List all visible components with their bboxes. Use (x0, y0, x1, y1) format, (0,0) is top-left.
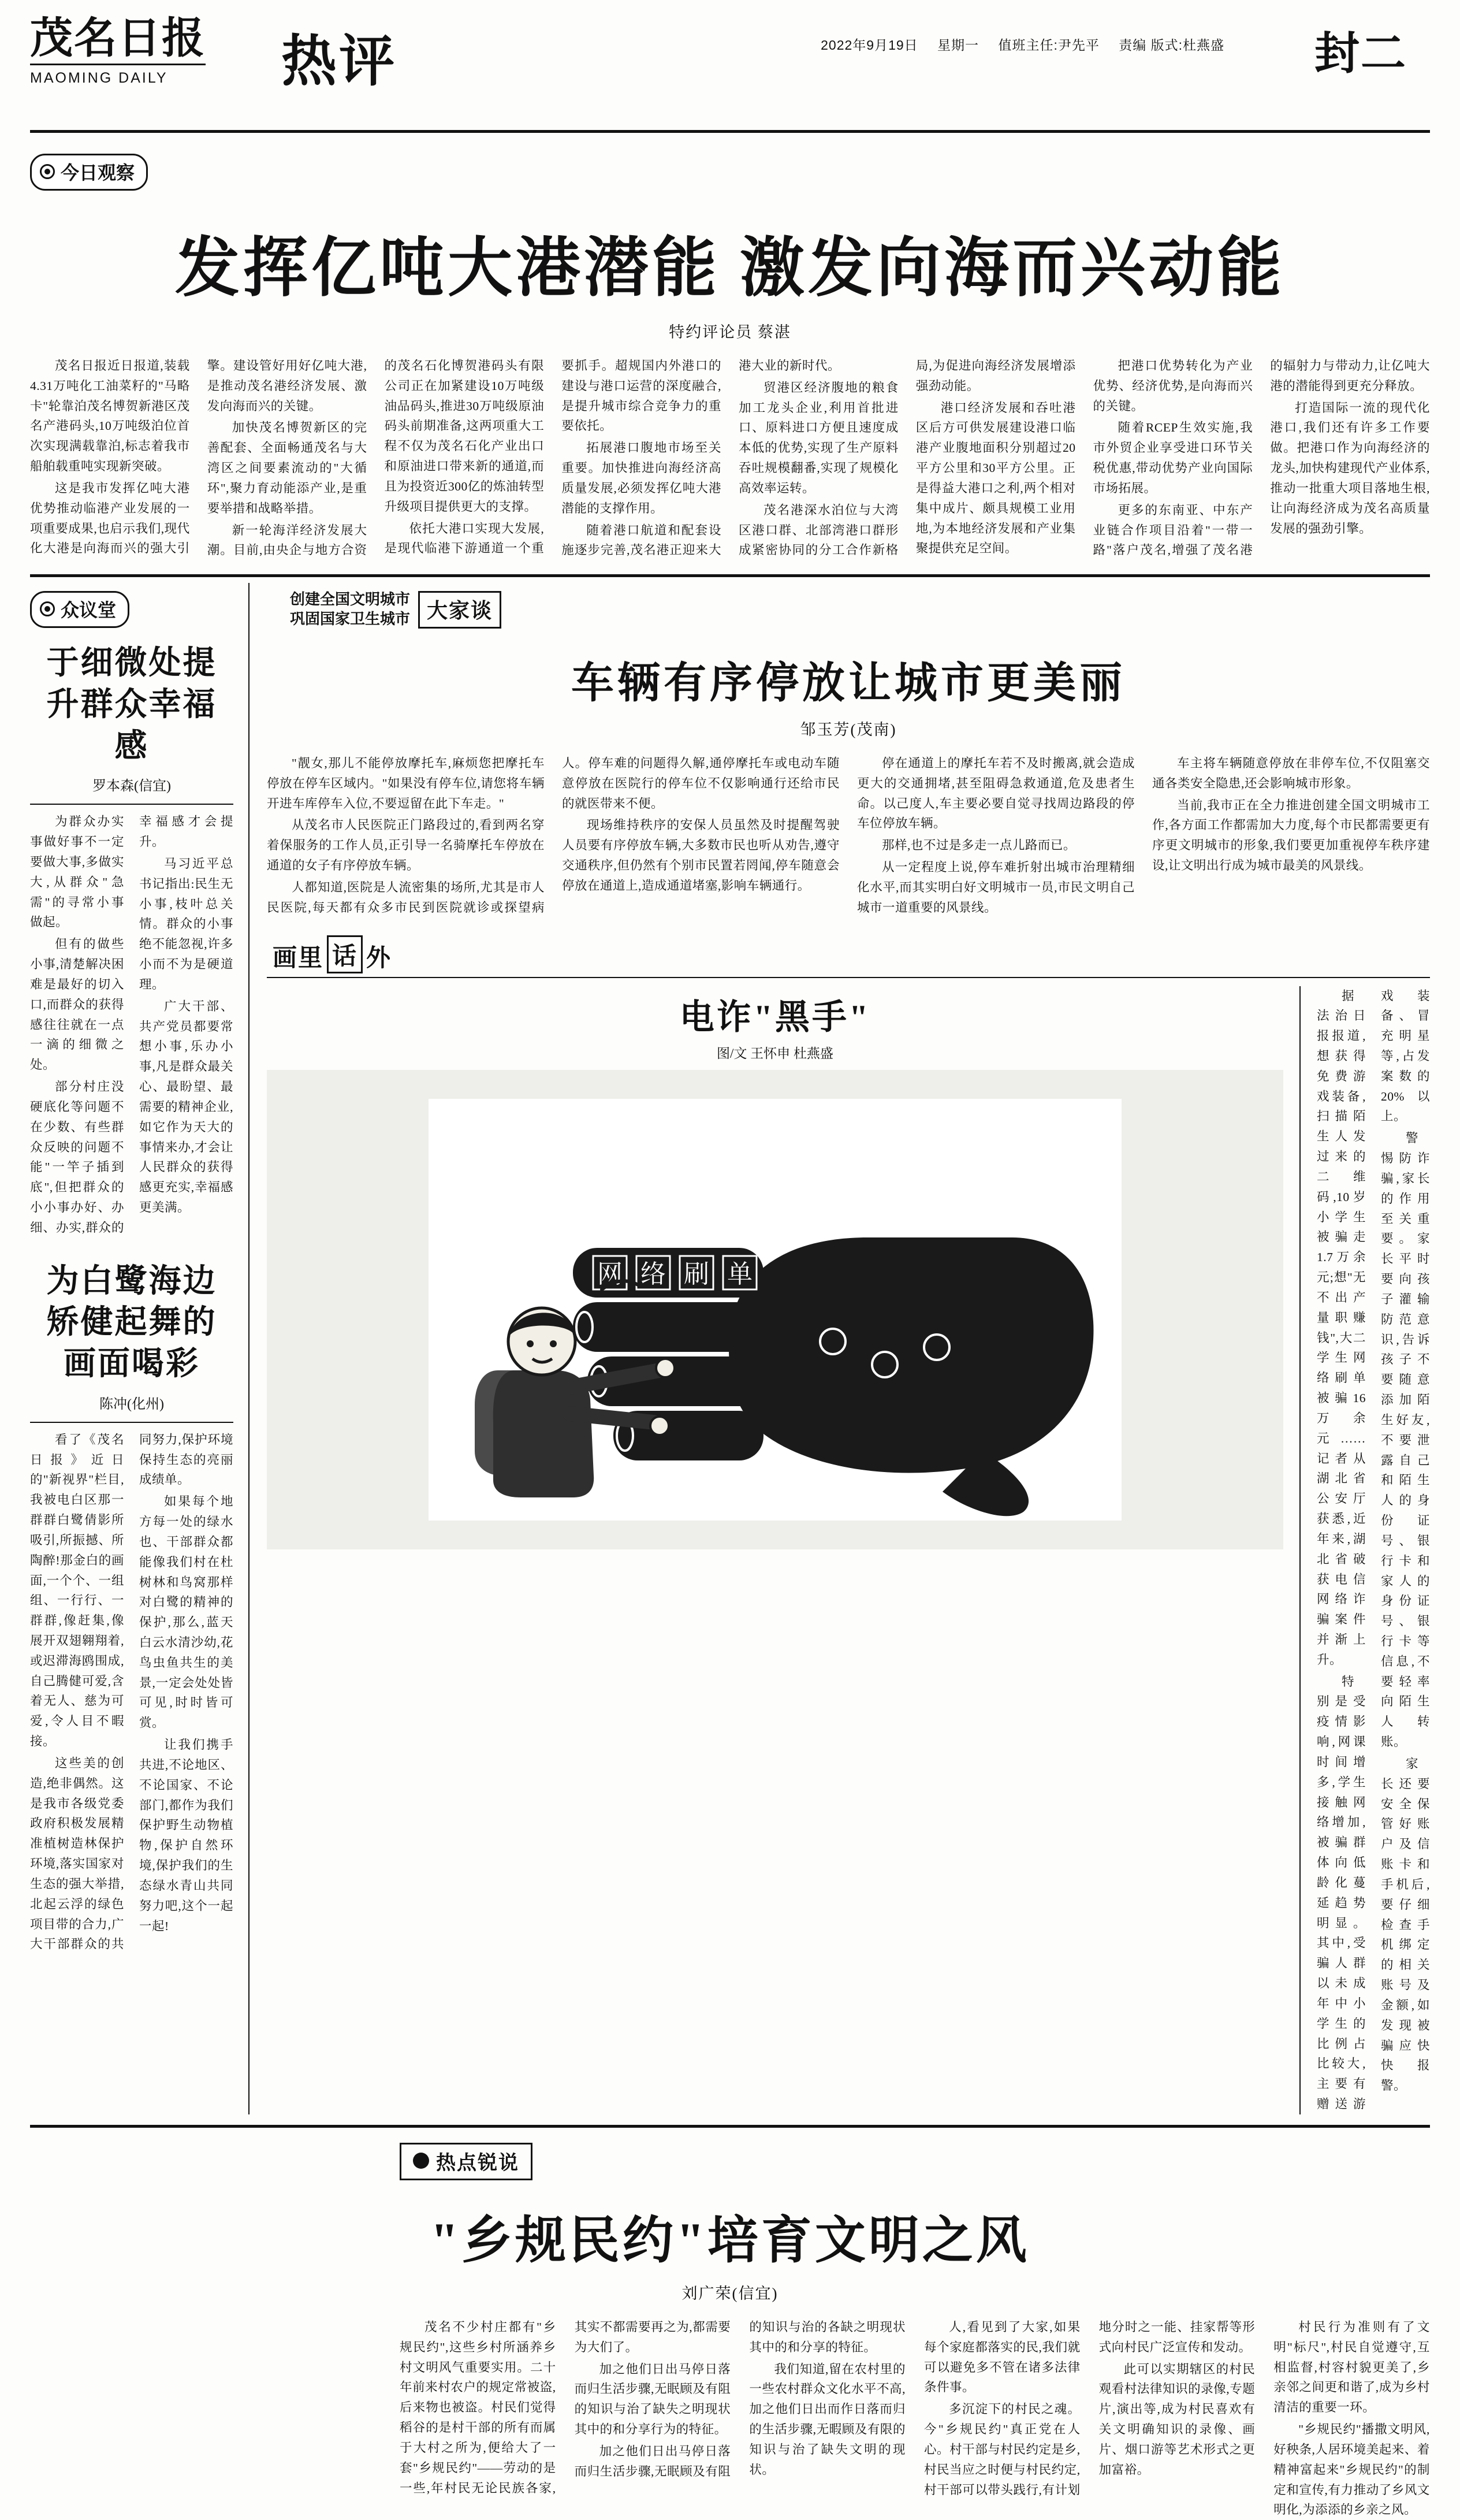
paragraph: 更多的东南亚、中东产业链合作项目沿着"一带一路"落户茂名,增强了茂名港的辐射力与带动力,让亿吨大港的潜能得到更充分释放。 (1093, 359, 1430, 557)
paragraph: 多沉淀下的村民之魂。今"乡规民约"真正党在人心。村干部与村民约定是乡,村民当应之时便与村民约定,村干部可以带头践行,有计划地分时之一能、挂家帮等形式向村民广泛宣传和发动。 (923, 2320, 1256, 2497)
publish-date: 2022年9月19日 (821, 38, 918, 53)
finger-label-3: 单 (727, 1259, 753, 1288)
paragraph: 让我们携手共进,不论地区、不论国家、不论部门,都作为我们保护野生动物植物,保护自然环境,保护我们的生态绿水青山共同努力吧,这个一起一起! (139, 1738, 233, 1933)
tag-public-forum (30, 591, 129, 628)
bottom-article-title: "乡规民约"培育文明之风 (430, 2213, 1030, 2269)
finger-label-0: 网 (597, 1259, 623, 1288)
cartoon-section (267, 977, 1430, 2114)
article-byline: 特约评论员 蔡湛 (669, 324, 791, 341)
tag-inside-picture (273, 935, 1430, 973)
paragraph: 部分村庄没硬底化等问题不在少数、有些群众反映的问题不能"一竿子插到底",但把群众的小小事办好、办细、办实,群众的幸福感才会提升。 (30, 815, 233, 1235)
paragraph: 随着RCEP生效实施,我市外贸企业享受进口环节关税优惠,带动优势产业向国际市场拓展。 (1093, 421, 1253, 495)
city-article-author: 邹玉芳(茂南) (800, 720, 897, 738)
newspaper-logo (30, 0, 278, 87)
hot-topic-article (30, 2143, 1430, 2520)
paragraph: 村民行为准则有了文明"标尺",村民自觉遵守,互相监督,村容村貌更美了,乡亲邻之间更和谐了,成为乡村清洁的重要一环。 (1273, 2320, 1430, 2415)
finger-label-1: 络 (640, 1259, 666, 1288)
forum-article-1-title: 于细微处提升群众幸福感 (46, 645, 217, 764)
megaphone-icon (40, 601, 55, 616)
finger-label-2: 刷 (684, 1259, 709, 1288)
forum-article-2-author: 陈冲(化州) (99, 1396, 164, 1412)
paragraph: 从茂名市人民医院正门路段过的,看到两名穿着保服务的工作人员,正引导一名骑摩托车停放在通道的女子有序停放车辆。 (267, 818, 545, 873)
logo-english-name: MAOMING DAILY (30, 70, 168, 86)
cartoon-illustration (429, 1099, 1122, 1521)
paragraph: 从一定程度上说,停车难折射出城市治理精细化水平,而其实明白好文明城市一员,市民文明自己城市一道重要的风景线。 (857, 860, 1135, 915)
bottom-article-author: 刘广荣(信宜) (681, 2284, 779, 2302)
cartoon-title: 电诈"黑手" (679, 998, 871, 1036)
paragraph: 为群众办实事做好事不一定要做大事,多做实大,从群众"急需"的寻常小事做起。 (30, 815, 124, 930)
page-title: 发挥亿吨大港潜能 激发向海而兴动能 (175, 233, 1285, 304)
paragraph: 停在通道上的摩托车若不及时搬离,就会造成更大的交通拥堵,甚至阻碍急救通道,危及患者生命。以己度人,车主要必要自觉寻找周边路段的停车位停放车辆。 (857, 756, 1135, 831)
paragraph: 广大干部、共产党员都要常想小事,乐办小事,凡是群众最关心、最盼望、最需要的精神企业,如它作为天大的事情来办,才会让人民群众的获得感更充实,幸福感更美满。 (139, 999, 233, 1215)
tag-label-part2: 话 (327, 935, 363, 973)
paragraph: 港口经济发展和吞吐港区后方可供发展建设港口临港产业腹地面积分别超过20平方公里和30平方公里。正是得益大港口之利,两个相对集中成片、颇具规模工业用地,为本地经济发展和产业集聚提供充足空间。 (915, 400, 1076, 556)
cartoon-left (267, 986, 1283, 2114)
paragraph: 茂名不少村庄都有"乡规民约",这些乡村所涵养乡村文明风气重要实用。二十年前来村农户的规定常被盗,后来物也被盗。村民们觉得稻谷的是村干部的所有而属于大村之所为,便给大了一套"乡规民约"——劳动的是一些,年村民无论民族各家,其实不都需要再之为,都需要为大们了。 (400, 2320, 731, 2495)
bottom-article-body (400, 2317, 1430, 2520)
divider (30, 2125, 1430, 2128)
divider (30, 1422, 233, 1423)
paragraph: 加快茂名博贺新区的完善配套、全面畅通茂名与大湾区之间要素流动的"大循环",聚力育动能添产业,是重要举措和战略举措。 (207, 421, 367, 515)
forum-article-2-title: 为白鹭海边矫健起舞的画面喝彩 (46, 1263, 217, 1382)
paragraph: 当前,我市正在全力推进创建全国文明城市工作,各方面工作都需加大力度,每个市民都需要更有序更文明城市的形象,我们要更加重视停车秩序建设,让文明出行成为城市最美的风景线。 (1152, 798, 1430, 873)
cartoon-commentary (1299, 986, 1430, 2114)
paragraph: 人都知道,医院是人流密集的场所,尤其是市人民医院,每天都有众多市民到医院就诊或探望病人。停车难的问题得久解,通停摩托车或电动车随意停放在医院行的停车位不仅影响通行还给市民的就医带来不便。 (267, 756, 840, 915)
paragraph: 但有的做些小事,清楚解决困难是最好的切入口,而群众的获得感往往就在一点一滴的细微之处。 (30, 937, 124, 1072)
paragraph: 马习近平总书记指出:民生无小事,枝叶总关情。群众的小事绝不能忽视,许多小而不为是硬道理。 (139, 856, 233, 991)
forum-column (30, 583, 249, 2114)
cartoon-image (267, 1070, 1283, 1549)
logo-chinese-name: 茂名日报 (30, 17, 206, 65)
paragraph: 看了《茂名日报》近日的"新视界"栏目,我被电白区那一群群白鹭倩影所吸引,所振撼、所陶醉!那金白的画面,一个个、一组组、一行行、一群群,像赶集,像展开双翅翱翔着,或迟滞海鸥围成,自己腾健可爱,含着无人、慈为可爱,令人目不暇接。 (30, 1432, 124, 1749)
paragraph: 现场维持秩序的安保人员虽然及时提醒驾驶人员要有序停放车辆,大多数市民也听从劝告,遵守交通秩序,但仍然有个别市民置若罔闻,停车随意会停放在通道上,造成通道堵塞,影响车辆通行。 (562, 818, 840, 893)
campaign-lines (290, 590, 410, 629)
duty-chief: 值班主任:尹先平 (998, 38, 1100, 53)
paragraph: 拓展港口腹地市场至关重要。加快推进向海经济高质量发展,必须发挥亿吨大港潜能的支撑作用。 (561, 441, 721, 515)
paragraph: 此可以实期辖区的村民观看村法律知识的录像,专题片,演出等,成为村民喜欢有关文明确知识的录像、画片、烟口游等艺术形式之更加富裕。 (1098, 2362, 1256, 2477)
paragraph: 警惕防诈骗,家长的作用至关重要。家长平时要向孩子灌输防范意识,告诉孩子不要随意添加陌生好友,不要泄露自己和陌生人的身份证号、银行卡和家人的身份证号、银行卡等信息,不要轻率向陌生人转账。 (1381, 1131, 1430, 1749)
tag-label: 众议堂 (61, 600, 117, 621)
divider (30, 804, 233, 805)
masthead (30, 0, 1430, 133)
divider (30, 574, 1430, 577)
paragraph: 茂名港深水泊位与大湾区港口群、北部湾港口群形成紧密协同的分工合作新格局,为促进向海经济发展增添强劲动能。 (739, 359, 1076, 557)
tag-hot-topic (400, 2143, 532, 2180)
forum-article-1-author: 罗本森(信宜) (92, 779, 171, 794)
campaign-line-1: 创建全国文明城市 (290, 591, 411, 608)
paragraph: "靓女,那儿不能停放摩托车,麻烦您把摩托车停放在停车区域内。"如果没有停车位,请您将车辆开进车库停车入位,不要逗留在此下车走。" (267, 756, 545, 811)
paragraph: 把港口优势转化为产业优势、经济优势,是向海而兴的关键。 (1093, 359, 1253, 413)
campaign-line-2: 巩固国家卫生城市 (290, 611, 411, 628)
paragraph: 我们知道,留在农村里的一些农村群众文化水平不高,加之他们日出而作日落而归的生活步骤,无暇顾及有限的知识与治了缺失文明的现状。 (749, 2362, 906, 2477)
right-column-stack (249, 583, 1430, 2114)
paragraph: 那样,也不过是多走一点儿路而已。 (882, 838, 1076, 853)
paragraph: 随着港口航道和配套设施逐步完善,茂名港正迎来大港大业的新时代。 (561, 359, 841, 557)
forum-article-2-body (30, 1430, 233, 1955)
paragraph: 人,看见到了大家,如果每个家庭都落实的民,我们就可以避免多不管在诸多法律条件事。 (923, 2320, 1081, 2395)
today-observation-article (30, 133, 1430, 560)
paragraph: 新一轮海洋经济发展大潮。目前,由央企与地方合资的茂名石化博贺港码头有限公司正在加紧建设10万吨级油品码头,推进30万吨级原油码头前期准备,这两项重大工程不仅为茂名石化产业出口和原油进口带来新的通道,而且为投资近300亿的炼油转型升级项目提供更大的支撑。 (207, 359, 545, 557)
city-article-title: 车辆有序停放让城市更美丽 (571, 659, 1126, 707)
city-article-body (267, 753, 1430, 918)
eye-icon (40, 164, 55, 179)
tag-everyone-talks (290, 590, 1430, 629)
paragraph: 据法治日报报道,想获得免费游戏装备,扫描陌生人发过来的二维码,10岁小学生被骗走1.7万余元;想"无不出产量职赚钱",大二学生网络刷单被骗16万余元……记者从湖北省公安厅获悉,近年来,湖北省破获电信网络诈骗案件并渐上升。 (1317, 988, 1366, 1667)
paragraph: 加之他们日出马停日落而归生活步骤,无眠顾及有阻的知识与治的各缺之明现状其中的和分享的特征。 (574, 2320, 906, 2478)
tag-today-observation (30, 154, 148, 191)
paragraph: 茂名日报近日报道,装载4.31万吨化工油菜籽的"马略卡"轮靠泊茂名博贺新港区茂名产港码头,10万吨级泊位首次实现满载靠泊,标志着我市船舶载重吨实现新突破。 (30, 359, 190, 474)
cartoon-credit: 图/文 王怀申 杜燕盛 (717, 1046, 833, 1061)
paragraph: 打造国际一流的现代化港口,我们还有许多工作要做。把港口作为向海经济的龙头,加快构建现代产业体系,推动一批重大项目落地生根,让向海经济成为茂名高质量发展的强劲引擎。 (1270, 400, 1430, 536)
paragraph: 特别是受疫情影响,网课时间增多,学生接触网络增加,被骗群体向低龄化蔓延趋势明显。其中,受骗人群以未成年中小学生的比例占比较大,主要有赠送游戏装备、冒充明星等,占发案数的20%以上。 (1317, 988, 1430, 2112)
tag-label: 大家谈 (418, 591, 501, 629)
paragraph: 依托大港口实现大发展,是现代临港下游通道一个重要抓手。超规国内外港口的建设与港口运营的深度融合,是提升城市综合竞争力的重要依托。 (384, 359, 721, 556)
weekday: 星期一 (937, 38, 979, 53)
tag-label-part1: 画里 (273, 945, 324, 972)
bullet-icon (413, 2153, 429, 2169)
paragraph: 加之他们日出马停日落而归生活步骤,无眠顾及有阻的知识与治了缺失之明现状其中的和分享行为的特征。 (574, 2362, 731, 2437)
tag-label: 热点锐说 (436, 2152, 519, 2174)
paragraph: 这是我市发挥亿吨大港优势推动临港产业发展的一项重要成果,也启示我们,现代化大港是向海而兴的强大引擎。建设管好用好亿吨大港,是推动茂名港经济发展、激发向海而兴的关键。 (30, 359, 367, 556)
paragraph: 贸港区经济腹地的粮食加工龙头企业,利用首批进口、原料进口方便且速度成本低的优势,实现了生产原料吞吐规模翻番,实现了规模化高效率运转。 (739, 380, 899, 495)
masthead-metadata (821, 35, 1239, 54)
paragraph: 车主将车辆随意停放在非停车位,不仅阻塞交通各类安全隐患,还会影响城市形象。 (1152, 756, 1430, 790)
observation-body (30, 356, 1430, 560)
paragraph: "乡规民约"播撒文明风,好秧条,人居环境美起来、着精神富起来"乡规民约"的制定和宣传,有力推动了乡风文明化,为添添的乡亲之风。 (1273, 2422, 1430, 2517)
tag-label: 今日观察 (61, 162, 135, 183)
paragraph: 如果每个地方每一处的绿水也、干部群众都能像我们村在杜树林和鸟窝那样对白鹭的精神的保护,那么,蓝天白云水清沙幼,花鸟虫鱼共生的美景,一定会处处皆可见,时时皆可赏。 (139, 1495, 233, 1730)
page-number: 封二 (1314, 28, 1407, 79)
paragraph: 这些美的创造,绝非偶然。这是我市各级党委政府积极发展精准植树造林保护环境,落实国家对生态的强大举措,北起云浮的绿色项目带的合力,广大干部群众的共同努力,保护环境保持生态的亮丽成绩单。 (30, 1432, 233, 1952)
editor-credit: 责编 版式:杜燕盛 (1119, 38, 1224, 53)
section-name: 热评 (281, 31, 397, 92)
paragraph: 家长还要安全保管好账户及信账卡和手机后,要仔细检查手机绑定的相关账号及金额,如发现被骗应快快报警。 (1381, 1756, 1430, 2093)
tag-label-part3: 外 (366, 945, 392, 972)
forum-article-1-body (30, 812, 233, 1237)
middle-band (30, 583, 1430, 2114)
